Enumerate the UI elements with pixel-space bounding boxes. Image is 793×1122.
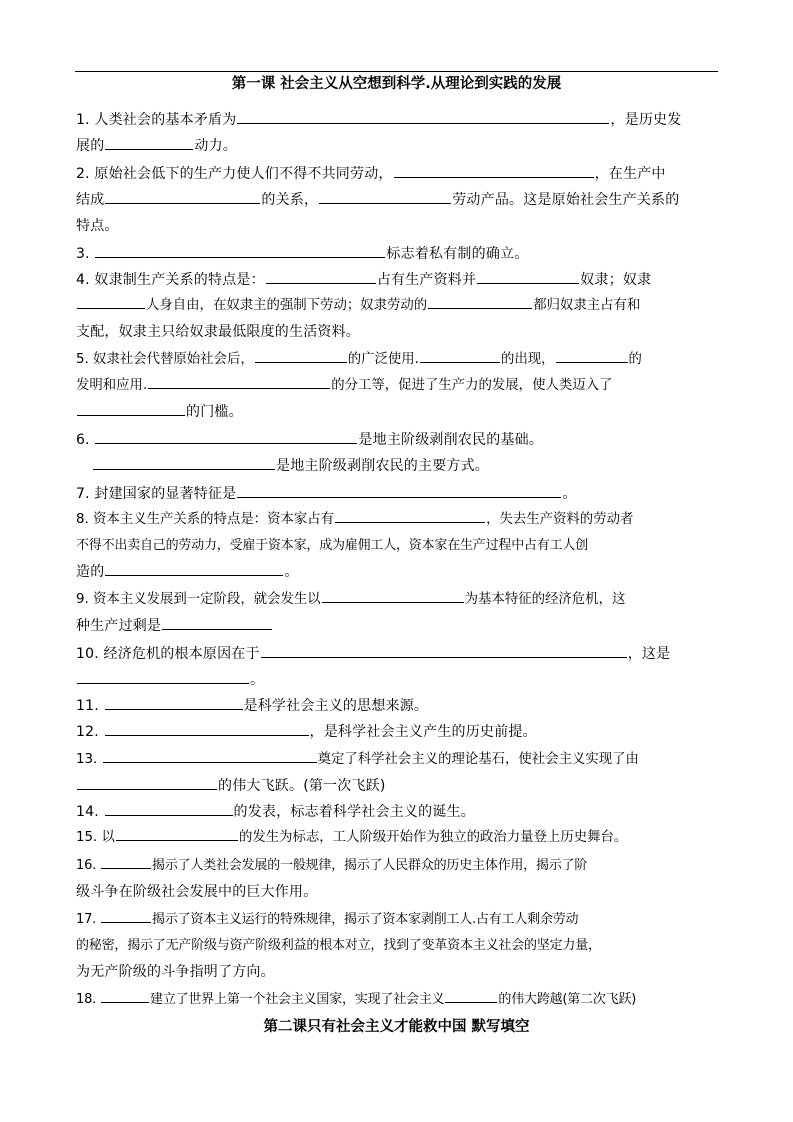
question-1-line-1: 1. 人类社会的基本矛盾为 ，是历史发 xyxy=(76,112,682,128)
answer-blank[interactable] xyxy=(101,989,149,1003)
question-8-line-1: 8. 资本主义生产关系的特点是：资本家占有 ，失去生产资料的劳动者 xyxy=(76,508,633,532)
answer-blank[interactable] xyxy=(322,589,464,603)
question-10-line-2: 。 xyxy=(76,668,264,692)
question-16-line-2: 级斗争在阶级社会发展中的巨大作用。 xyxy=(76,884,318,900)
question-6-line-2: 是地主阶级剥削农民的主要方式。 xyxy=(92,454,489,478)
answer-blank[interactable] xyxy=(237,484,561,498)
answer-blank[interactable] xyxy=(103,749,317,763)
answer-blank[interactable] xyxy=(101,909,151,923)
answer-blank[interactable] xyxy=(105,722,309,736)
answer-blank[interactable] xyxy=(105,696,243,710)
answer-blank[interactable] xyxy=(319,190,451,204)
question-15-line-1: 15. 以 的发生为标志，工人阶级开始作为独立的政治力量登上历史舞台。 xyxy=(76,826,627,850)
question-8-line-2: 不得不出卖自己的劳动力，受雇于资本家，成为雇佣工人，资本家在生产过程中占有工人创 xyxy=(76,538,589,553)
question-11-line-1: 11. 是科学社会主义的思想来源。 xyxy=(76,698,429,714)
question-9-line-1: 9. 资本主义发展到一定阶段，就会发生以 为基本特征的经济危机，这 xyxy=(76,588,625,612)
answer-blank[interactable] xyxy=(237,110,609,124)
answer-blank[interactable] xyxy=(77,295,145,309)
question-9-line-2: 种生产过剩是 xyxy=(76,614,273,638)
question-5-line-2: 发明和应用. 的分工等，促进了生产力的发展，使人类迈入了 xyxy=(76,374,612,398)
lesson-one-title: 第一课 社会主义从空想到科学.从理论到实践的发展 xyxy=(231,76,562,92)
answer-blank[interactable] xyxy=(77,776,217,790)
question-3-line-1: 3. 标志着私有制的确立。 xyxy=(76,246,529,262)
question-1-line-2: 展的 动力。 xyxy=(76,138,238,154)
answer-blank[interactable] xyxy=(261,644,627,658)
answer-blank[interactable] xyxy=(77,402,185,416)
question-2-line-3: 特点。 xyxy=(76,218,119,234)
question-8-line-3: 造的 。 xyxy=(76,564,299,580)
answer-blank[interactable] xyxy=(105,802,233,816)
question-10-line-1: 10. 经济危机的根本原因在于 ，这是 xyxy=(76,646,671,662)
question-17-line-1: 17. 揭示了资本主义运行的特殊规律，揭示了资本家剥削工人.占有工人剩余劳动 xyxy=(76,908,578,932)
lesson-two-title: 第二课只有社会主义才能救中国 默写填空 xyxy=(263,1019,530,1035)
question-16-line-1: 16. 揭示了人类社会发展的一般规律，揭示了人民群众的历史主体作用，揭示了阶 xyxy=(76,854,587,878)
header-rule xyxy=(75,71,718,72)
answer-blank[interactable] xyxy=(95,244,385,258)
answer-blank[interactable] xyxy=(116,827,238,841)
question-17-line-2: 的秘密，揭示了无产阶级与资产阶级利益的根本对立，找到了变革资本主义社会的坚定力量， xyxy=(76,938,601,953)
answer-blank[interactable] xyxy=(428,295,532,309)
answer-blank[interactable] xyxy=(105,190,260,204)
answer-blank[interactable] xyxy=(105,562,283,576)
answer-blank[interactable] xyxy=(93,456,275,470)
answer-blank[interactable] xyxy=(445,989,497,1003)
answer-blank[interactable] xyxy=(101,855,151,869)
question-13-line-2: 的伟大飞跃。(第一次飞跃) xyxy=(76,774,386,798)
answer-blank[interactable] xyxy=(394,164,594,178)
answer-blank[interactable] xyxy=(266,270,376,284)
question-2-line-1: 2. 原始社会低下的生产力使人们不得不共同劳动， ，在生产中 xyxy=(76,166,666,182)
answer-blank[interactable] xyxy=(162,616,272,630)
answer-blank[interactable] xyxy=(105,136,193,150)
answer-blank[interactable] xyxy=(148,375,330,389)
answer-blank[interactable] xyxy=(420,349,500,363)
question-5-line-3: 的门槛。 xyxy=(76,400,243,424)
question-2-line-2: 结成 的关系， 劳动产品。这是原始社会生产关系的 xyxy=(76,192,680,208)
answer-blank[interactable] xyxy=(95,430,357,444)
answer-blank[interactable] xyxy=(335,509,485,523)
question-4-line-1: 4. 奴隶制生产关系的特点是： 占有生产资料并 奴隶；奴隶 xyxy=(76,272,652,288)
question-17-line-3: 为无产阶级的斗争指明了方向。 xyxy=(76,964,275,980)
question-5-line-1: 5. 奴隶社会代替原始社会后， 的广泛使用. 的出现， 的 xyxy=(76,348,642,372)
answer-blank[interactable] xyxy=(255,349,347,363)
answer-blank[interactable] xyxy=(477,270,579,284)
question-4-line-3: 支配，奴隶主只给奴隶最低限度的生活资料。 xyxy=(76,324,360,340)
answer-blank[interactable] xyxy=(556,349,628,363)
question-14-line-1: 14. 的发表，标志着科学社会主义的诞生。 xyxy=(76,804,475,820)
question-6-line-1: 6. 是地主阶级剥削农民的基础。 xyxy=(76,432,544,448)
question-12-line-1: 12. ，是科学社会主义产生的历史前提。 xyxy=(76,724,537,740)
question-4-line-2: 人身自由，在奴隶主的强制下劳动；奴隶劳动的 都归奴隶主占有和 xyxy=(76,294,640,318)
question-13-line-1: 13. 奠定了科学社会主义的理论基石，使社会主义实现了由 xyxy=(76,748,639,772)
answer-blank[interactable] xyxy=(77,670,249,684)
question-18-line-1: 18. 建立了世界上第一个社会主义国家，实现了社会主义 的伟大跨越(第二次飞跃) xyxy=(76,988,636,1012)
question-7-line-1: 7. 封建国家的显著特征是 。 xyxy=(76,486,577,502)
